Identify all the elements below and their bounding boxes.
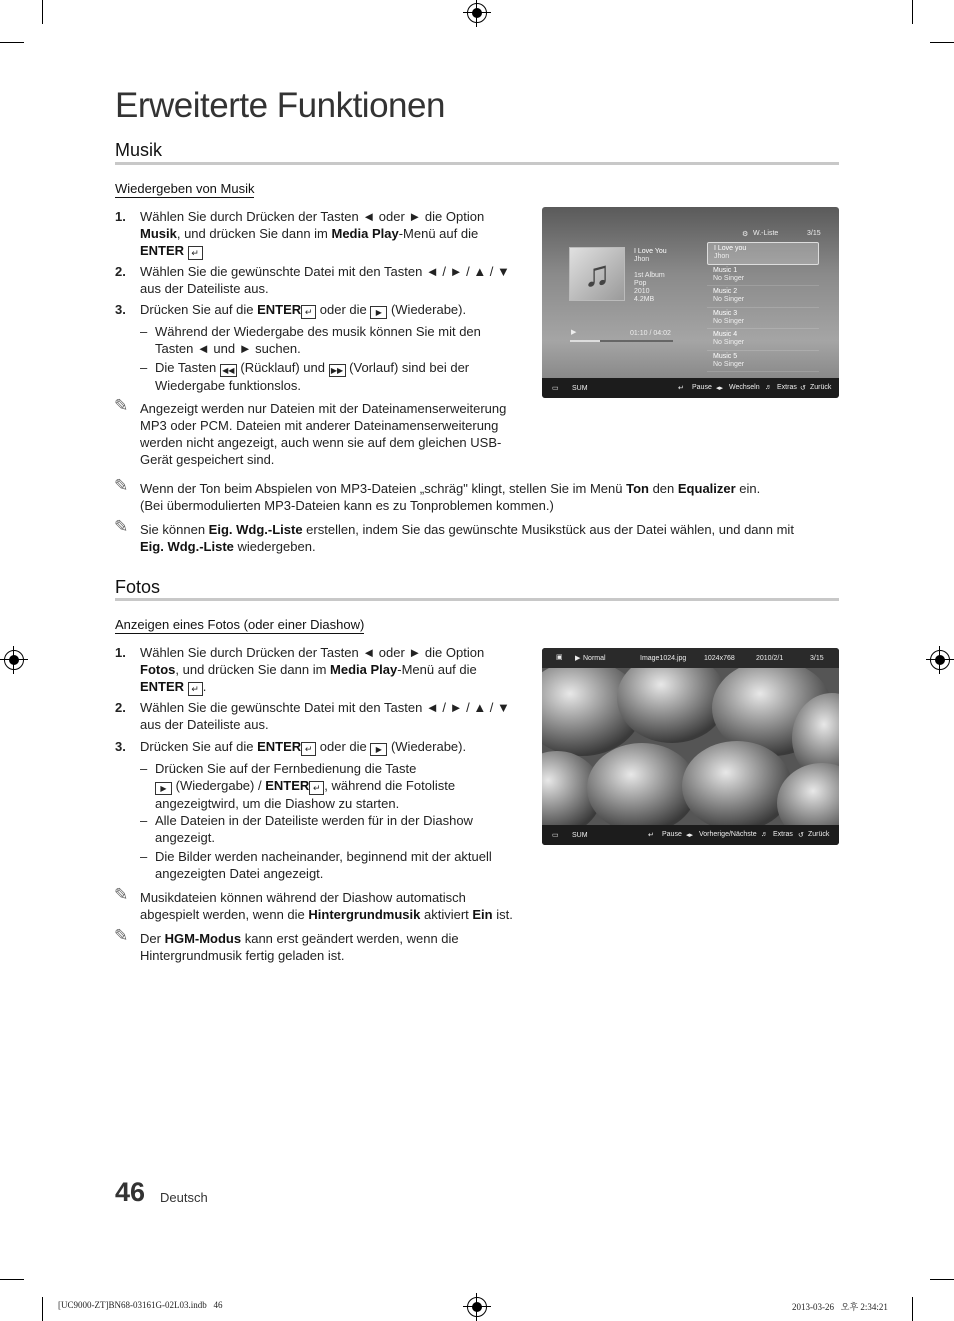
note-pencil-icon: ✎	[114, 396, 129, 415]
playlist-item-singer: No Singer	[713, 296, 745, 303]
playlist-item-title: Music 5	[713, 352, 738, 360]
play-indicator-icon: ▶	[571, 329, 577, 336]
dash-bullet: –	[140, 813, 148, 828]
rewind-icon: ◀◀	[220, 364, 237, 377]
music-bottom-bar: ▭ SUM ↵ Pause ◂▸ Wechseln ♬ Extras ↺ Zurück	[542, 378, 839, 398]
step-number: 3.	[115, 302, 126, 317]
enter-icon: ↵	[301, 742, 316, 756]
music-step-1: Wählen Sie durch Drücken der Tasten ◄ oder ► die Option Musik, und drücken Sie dann im Media Play-Menü auf die ENTER ↵	[140, 209, 485, 258]
photo-dash-2: Alle Dateien in der Dateiliste werden für in der Diashow angezeigt.	[155, 813, 473, 845]
section-heading-musik: Musik	[115, 140, 163, 160]
enter-icon: ↵	[188, 246, 203, 260]
return-icon: ↺	[798, 832, 804, 839]
playlist-item-title: Music 3	[713, 309, 738, 317]
registration-mark-icon	[4, 650, 24, 670]
pause-button[interactable]: Pause	[662, 831, 682, 838]
crop-mark	[912, 1297, 913, 1321]
photo-note-2: Der HGM-Modus kann erst geändert werden, wenn die Hintergrundmusik fertig geladen ist.	[140, 931, 459, 963]
music-dash-2: Die Tasten ◀◀ (Rücklauf) und ▶▶ (Vorlauf) sind bei der Wiedergabe funktionslos.	[155, 360, 470, 393]
crop-mark	[0, 42, 24, 43]
extras-button[interactable]: Extras	[777, 384, 797, 391]
step-number: 1.	[115, 209, 126, 224]
section-divider	[115, 162, 839, 165]
playlist-item-singer: No Singer	[713, 317, 745, 325]
usb-icon: ▭	[552, 832, 559, 839]
photo-step-1: Wählen Sie durch Drücken der Tasten ◄ oder ► die Option Fotos, und drücken Sie dann im Media Play-Menü auf die ENTER ↵ .	[140, 645, 485, 694]
crop-mark	[912, 0, 913, 24]
playlist-item[interactable]	[707, 329, 819, 351]
play-icon: ▶	[155, 782, 172, 795]
playlist-item[interactable]	[707, 265, 819, 287]
enter-icon: ↵	[648, 832, 654, 839]
step-number: 1.	[115, 645, 126, 660]
enter-icon: ↵	[309, 781, 324, 795]
wliste-icon: ⚙	[742, 231, 749, 238]
photo-icon: ▣	[556, 654, 563, 661]
chapter-title: Erweiterte Funktionen	[115, 86, 445, 125]
extras-button[interactable]: Extras	[773, 831, 793, 838]
crop-mark	[930, 1279, 954, 1280]
section-heading-fotos: Fotos	[115, 577, 161, 597]
progress-track	[570, 340, 673, 342]
note-pencil-icon: ✎	[114, 517, 129, 536]
left-right-icon: ◂▸	[686, 832, 694, 839]
section-divider	[115, 598, 839, 601]
playlist-item[interactable]	[707, 242, 819, 265]
photo-step-2: Wählen Sie die gewünschte Datei mit den Tasten ◄ / ► / ▲ / ▼ aus der Dateiliste aus.	[140, 700, 510, 732]
print-file-info: [UC9000-ZT]BN68-03161G-02L03.indb 46	[58, 1300, 223, 1310]
tools-icon: ♬	[761, 831, 768, 838]
playlist-item[interactable]	[707, 351, 819, 373]
photo-step-3: Drücken Sie auf die ENTER ↵ oder die ▶ (Wiederabe).	[140, 739, 467, 754]
dash-bullet: –	[140, 761, 148, 776]
photo-bottom-bar: ▭ SUM ↵ Pause ◂▸ Vorherige/Nächste ♬ Extras ↺ Zurück	[542, 825, 839, 845]
step-number: 2.	[115, 264, 126, 279]
playlist-item-title: Music 4	[713, 331, 738, 338]
dash-bullet: –	[140, 360, 148, 375]
print-timestamp: 2013-03-26 오후 2:34:21	[792, 1302, 888, 1312]
usb-icon: ▭	[552, 385, 559, 392]
note-pencil-icon: ✎	[114, 885, 129, 904]
left-right-icon: ◂▸	[716, 385, 724, 392]
playlist-item-title: I Love you	[714, 245, 747, 252]
crop-mark	[0, 1279, 24, 1280]
subheading-photos: Anzeigen eines Fotos (oder einer Diashow)	[115, 617, 365, 632]
dash-bullet: –	[140, 849, 148, 864]
prev-next-button[interactable]: Vorherige/Nächste	[699, 831, 757, 838]
enter-icon: ↵	[678, 385, 684, 392]
playlist-item-singer: No Singer	[713, 274, 745, 282]
play-icon: ▶	[370, 306, 387, 319]
playlist-item-title: Music 1	[713, 266, 738, 274]
tools-icon: ♬	[765, 384, 772, 391]
pause-button[interactable]: Pause	[692, 384, 712, 391]
progress-fill	[570, 340, 600, 342]
subheading-music: Wiedergeben von Musik	[115, 181, 255, 196]
photo-dash-3: Die Bilder werden nacheinander, beginnend mit der aktuell angezeigten Datei angezeigt.	[155, 849, 492, 881]
music-dash-1: Während der Wiedergabe des musik können Sie mit den Tasten ◄ und ► suchen.	[155, 324, 481, 356]
playlist-item-singer: No Singer	[713, 339, 745, 346]
registration-mark-icon	[467, 1297, 487, 1317]
photo-dash-1: Drücken Sie auf der Fernbedienung die Taste ▶ (Wiedergabe) / ENTER ↵ , während die Fotoliste angezeigtwird, um die Diashow zu starten.	[155, 761, 456, 811]
music-step-3: Drücken Sie auf die ENTER ↵ oder die ▶ (Wiederabe).	[140, 302, 467, 317]
footer-language: Deutsch	[160, 1190, 208, 1205]
enter-icon: ↵	[188, 682, 203, 696]
registration-mark-icon	[467, 3, 487, 23]
music-step-2: Wählen Sie die gewünschte Datei mit den Tasten ◄ / ► / ▲ / ▼ aus der Dateiliste aus.	[140, 264, 510, 296]
playlist-item-singer: No Singer	[713, 360, 745, 368]
crop-mark	[42, 1297, 43, 1321]
crop-mark	[930, 42, 954, 43]
return-icon: ↺	[800, 385, 806, 392]
dash-bullet: –	[140, 324, 148, 339]
note-pencil-icon: ✎	[114, 476, 129, 495]
play-indicator-icon: ▶	[575, 655, 581, 662]
music-player-screenshot: ♫ I Love You Jhon 1st Album Pop 2010 4.2MB ▶ 01:10 / 04:02 ⚙ W.-Liste 3/15 I Love you Jhon Music 1 No Singer Music 2 No Singer Music 3 No Singer Music 4 No Singer Music 5 No Singer ▭ SUM ↵ Pause ◂▸ Wechseln ♬ Extras ↺ Zurück	[542, 207, 839, 398]
photo-note-1: Musikdateien können während der Diashow automatisch abgespielt werden, wenn die Hintergrundmusik aktiviert Ein ist.	[140, 890, 513, 922]
step-number: 3.	[115, 739, 126, 754]
enter-icon: ↵	[301, 305, 316, 319]
back-button[interactable]: Zurück	[810, 384, 832, 391]
playlist-item-singer: Jhon	[714, 253, 730, 260]
playlist-item[interactable]	[707, 286, 819, 308]
crop-mark	[42, 0, 43, 24]
switch-button[interactable]: Wechseln	[729, 384, 760, 391]
music-note-1: Angezeigt werden nur Dateien mit der Dateinamenserweiterung MP3 oder PCM. Dateien mit anderer Dateinamenserweiterung werden nicht angezeigt, auch wenn sie auf dem gleichen USB- Gerät gespeichert sind.	[140, 401, 507, 467]
playlist	[707, 242, 819, 372]
note-pencil-icon: ✎	[114, 926, 129, 945]
album-art	[569, 247, 625, 301]
back-button[interactable]: Zurück	[808, 831, 830, 838]
page-number: 46	[115, 1177, 146, 1207]
play-icon: ▶	[370, 743, 387, 756]
music-note-3: Sie können Eig. Wdg.-Liste erstellen, indem Sie das gewünschte Musikstück aus der Datei wählen, und dann mit Eig. Wdg.-Liste wiedergeben.	[140, 522, 794, 554]
photo-top-bar: ▣ ▶ Normal Image1024.jpg 1024x768 2010/2/1 3/15	[542, 648, 839, 668]
playlist-item-title: Music 2	[713, 288, 738, 295]
photo-viewer-screenshot	[542, 648, 839, 845]
music-note-2: Wenn der Ton beim Abspielen von MP3-Dateien „schräg" klingt, stellen Sie im Menü Ton den Equalizer ein. (Bei übermodulierten MP3-Dateien kann es zu Tonproblemen kommen.)	[140, 481, 761, 513]
apples-photo	[542, 668, 839, 825]
step-number: 2.	[115, 700, 126, 715]
registration-mark-icon	[930, 650, 950, 670]
fast-forward-icon: ▶▶	[329, 364, 346, 377]
playlist-item[interactable]	[707, 308, 819, 330]
music-note-icon: ♫	[583, 253, 611, 294]
